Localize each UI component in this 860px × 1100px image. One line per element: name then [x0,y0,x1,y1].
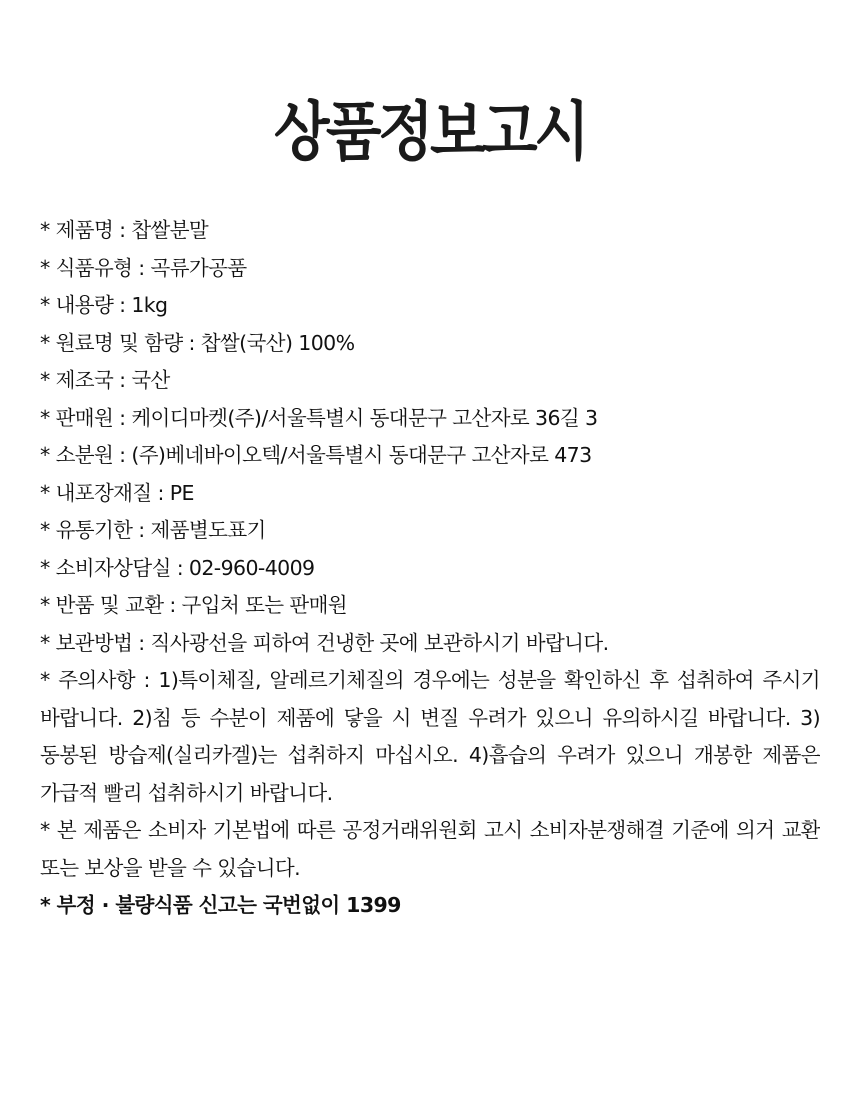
info-item-report-hotline: * 부정 · 불량식품 신고는 국번없이 1399 [40,893,401,917]
page-title: 상품정보고시 [273,96,587,170]
info-item-product-name: * 제품명 : 찹쌀분말 [40,218,209,242]
info-item-returns: * 반품 및 교환 : 구입처 또는 판매원 [40,593,348,617]
info-list [40,212,820,925]
info-item-seller: * 판매원 : 케이디마켓(주)/서울특별시 동대문구 고산자로 36길 3 [40,405,598,430]
info-item-expiry: * 유통기한 : 제품별도표기 [40,518,266,542]
info-item-net-content: * 내용량 : 1kg [40,293,168,317]
info-item-packaging-material: * 내포장재질 : PE [40,480,194,505]
info-item-country-of-manufacture: * 제조국 : 국산 [40,368,170,392]
info-item-precautions: * 주의사항 : 1)특이체질, 알레르기체질의 경우에는 성분을 확인하신 후 섭취하여 주시기 바랍니다. 2)침 등 수분이 제품에 닿을 시 변질 우려가 있으니 유의하시길 바랍니다. 3)동봉된 방습제(실리카겔)는 섭취하지 마십시오. 4)흡습의 우려가 있으니 개봉한 제품은 가급적 빨리 섭취하시기 바랍니다. [40,668,820,805]
info-item-ingredients: * 원료명 및 함량 : 찹쌀(국산) 100% [40,330,355,355]
info-item-storage: * 보관방법 : 직사광선을 피하여 건냉한 곳에 보관하시기 바랍니다. [40,630,609,655]
info-item-food-type: * 식품유형 : 곡류가공품 [40,255,247,280]
info-item-customer-center: * 소비자상담실 : 02-960-4009 [40,555,315,580]
info-item-repacker: * 소분원 : (주)베네바이오텍/서울특별시 동대문구 고산자로 473 [40,443,592,467]
info-item-consumer-notice: * 본 제품은 소비자 기본법에 따른 공정거래위원회 고시 소비자분쟁해결 기준에 의거 교환 또는 보상을 받을 수 있습니다. [40,818,820,880]
